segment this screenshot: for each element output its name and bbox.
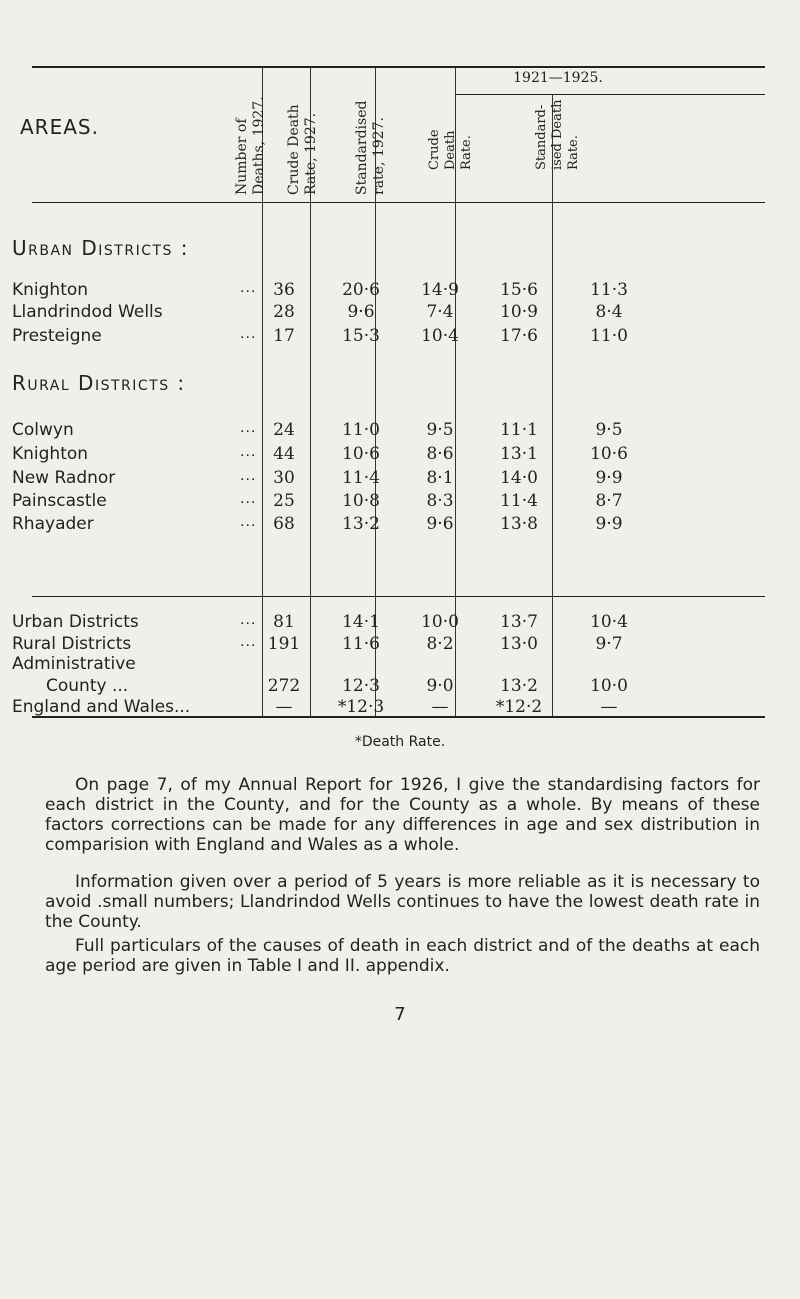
cell-deaths: 272: [267, 676, 301, 696]
table-row: Colwyn ... 24 11·0 9·5 11·1 9·5: [0, 420, 800, 442]
cell-std: 7·4: [426, 302, 454, 322]
row-area-name: Presteigne: [12, 326, 102, 346]
cell-crude-5y: 17·6: [500, 326, 538, 346]
cell-deaths: 68: [273, 514, 295, 534]
row-area-name: Rhayader: [12, 514, 94, 534]
table-row: Urban Districts ... 81 14·1 10·0 13·7 10·4: [0, 612, 800, 634]
cell-std: 8·2: [426, 634, 454, 654]
cell-crude: 10·6: [342, 444, 380, 464]
cell-crude-5y: 13·7: [500, 612, 538, 632]
cell-std-5y: 10·0: [590, 676, 628, 696]
areas-header: AREAS.: [20, 115, 99, 139]
cell-std: 8·1: [426, 468, 454, 488]
row-area-name: Knighton: [12, 280, 89, 300]
cell-deaths: 28: [273, 302, 295, 322]
cell-deaths: 81: [273, 612, 295, 632]
cell-std-5y: 9·7: [595, 634, 623, 654]
cell-crude: 10·8: [342, 491, 380, 511]
row-area-name: Urban Districts: [12, 612, 139, 632]
rural-districts-heading: Rural Districts :: [12, 371, 186, 395]
paragraph: Full particulars of the causes of death in each district and of the deaths at each age period are given in Table I and II. appendix.: [45, 936, 760, 976]
table-row: [0, 654, 800, 676]
cell-crude: 15·3: [342, 326, 380, 346]
cell-std-5y: —: [600, 697, 618, 717]
cell-deaths: 44: [273, 444, 295, 464]
table-top-rule: [32, 66, 765, 68]
table-row: [0, 302, 800, 324]
table-row: Rhayader ... 68 13·2 9·6 13·8 9·9: [0, 514, 800, 536]
table-row: Painscastle ... 25 10·8 8·3 11·4 8·7: [0, 491, 800, 513]
cell-std-5y: 9·9: [595, 468, 623, 488]
cell-crude-5y: 13·1: [500, 444, 538, 464]
table-row: New Radnor ... 30 11·4 8·1 14·0 9·9: [0, 468, 800, 490]
cell-crude: 13·2: [342, 514, 380, 534]
header-period-group: 1921—1925.: [513, 70, 603, 86]
cell-deaths: —: [275, 697, 293, 717]
cell-crude: 11·4: [342, 468, 380, 488]
cell-std: 9·6: [426, 514, 454, 534]
cell-crude-5y: 15·6: [500, 280, 538, 300]
cell-std-5y: 8·4: [595, 302, 623, 322]
row-area-name: New Radnor: [12, 468, 116, 488]
cell-std-5y: 11·3: [590, 280, 628, 300]
cell-crude-5y: 10·9: [500, 302, 538, 322]
cell-std: 9·5: [426, 420, 454, 440]
cell-std: 8·6: [426, 444, 454, 464]
cell-crude-5y: 14·0: [500, 468, 538, 488]
table-row: Rural Districts ... 191 11·6 8·2 13·0 9·7: [0, 634, 800, 656]
cell-crude: 20·6: [342, 280, 380, 300]
cell-crude-5y: *12·2: [495, 697, 543, 717]
row-area-name: Rural Districts: [12, 634, 132, 654]
cell-crude: 11·6: [342, 634, 380, 654]
cell-crude: 11·0: [342, 420, 380, 440]
paragraph: Information given over a period of 5 years is more reliable as it is necessary to avoid .small numbers; Llandrindod Wells continues to have the lowest death rate in the County.: [45, 872, 760, 932]
table-row: Presteigne ... 17 15·3 10·4 17·6 11·0: [0, 326, 800, 348]
page-number: 7: [394, 1004, 406, 1025]
row-area-name: England and Wales...: [12, 697, 191, 717]
table-footnote: *Death Rate.: [354, 734, 446, 750]
cell-crude: 12·3: [342, 676, 380, 696]
cell-std: —: [431, 697, 449, 717]
cell-crude-5y: 13·8: [500, 514, 538, 534]
cell-std: 10·4: [421, 326, 459, 346]
cell-crude-5y: 11·4: [500, 491, 538, 511]
document-page: AREAS. Number of Deaths, 1927. Crude Death Rate, 1927. Standardised rate, 1927. 1921—1925. Crude Death Rate. Standard- ised Death Rate. Urban Districts : Rural Districts : Knighton ... 36 20·6 14·9 15·6 11·3 Llandrindod Wells 28 9·6 7·4 10·9 8·4 Presteigne ... 17 15·3 10·4 17·6 11·0 Colwyn ... 24 11·0 9·5 11·1 9·5 Knighton ... 44 10·6 8·6 13·1 10·6 New Radnor ... 30 11·4 8·1 14·0 9·9 Painscastle ... 25 10·8 8·3 11·4 8·7 Rhayader ... 68 13·2 9·6 13·8 9·9 Urban Districts ... 81 14·1 10·0 13·7 10·4 Rural Districts ... 191 11·6 8·2 13·0 9·7 Administrative County ... 272 12·3 9·0 13·2 10·0 England and Wales... — *12·3 — *12·2 — *Death Rate. On page 7, of my Annual Report for 1926, I give the standardising factors for each district in the County, and for the County as a whole. By means of these factors corrections can be made for any differences in age and sex distribution in comparision with England and Wales as a whole. Information given over a period of 5 years is more reliable as it is necessary to avoid .small numbers; Llandrindod Wells continues to have the lowest death rate in the County. Full particulars of the causes of death in each district and of the deaths at each age period are given in Table I and II. appendix. 7: [0, 0, 800, 1299]
cell-crude: *12·3: [337, 697, 385, 717]
cell-std-5y: 9·5: [595, 420, 623, 440]
urban-districts-heading: Urban Districts :: [12, 236, 190, 260]
table-row: [0, 697, 800, 719]
table-row: [0, 676, 800, 698]
table-row: Knighton ... 36 20·6 14·9 15·6 11·3: [0, 280, 800, 302]
header-bottom-rule: [32, 202, 765, 203]
cell-crude: 14·1: [342, 612, 380, 632]
cell-std-5y: 9·9: [595, 514, 623, 534]
cell-deaths: 36: [273, 280, 295, 300]
row-area-name: Llandrindod Wells: [12, 302, 163, 322]
cell-crude: 9·6: [347, 302, 375, 322]
paragraph: On page 7, of my Annual Report for 1926, I give the standardising factors for each district in the County, and for the County as a whole. By means of these factors corrections can be made for any differences in age and sex distribution in comparision with England and Wales as a whole.: [45, 775, 760, 855]
row-area-name: Administrative: [12, 654, 136, 674]
cell-deaths: 25: [273, 491, 295, 511]
cell-deaths: 191: [267, 634, 301, 654]
cell-deaths: 30: [273, 468, 295, 488]
row-area-name: County ...: [46, 676, 129, 696]
cell-std-5y: 11·0: [590, 326, 628, 346]
cell-std: 10·0: [421, 612, 459, 632]
cell-deaths: 24: [273, 420, 295, 440]
cell-std: 14·9: [421, 280, 459, 300]
row-area-name: Knighton: [12, 444, 89, 464]
row-area-name: Colwyn: [12, 420, 74, 440]
group-rule: [455, 94, 765, 95]
table-row: Knighton ... 44 10·6 8·6 13·1 10·6: [0, 444, 800, 466]
cell-crude-5y: 13·0: [500, 634, 538, 654]
cell-std-5y: 10·4: [590, 612, 628, 632]
cell-crude-5y: 13·2: [500, 676, 538, 696]
cell-crude-5y: 11·1: [500, 420, 538, 440]
cell-std-5y: 8·7: [595, 491, 623, 511]
cell-deaths: 17: [273, 326, 295, 346]
section-divider-rule: [32, 596, 765, 597]
cell-std: 9·0: [426, 676, 454, 696]
cell-std-5y: 10·6: [590, 444, 628, 464]
row-area-name: Painscastle: [12, 491, 107, 511]
cell-std: 8·3: [426, 491, 454, 511]
